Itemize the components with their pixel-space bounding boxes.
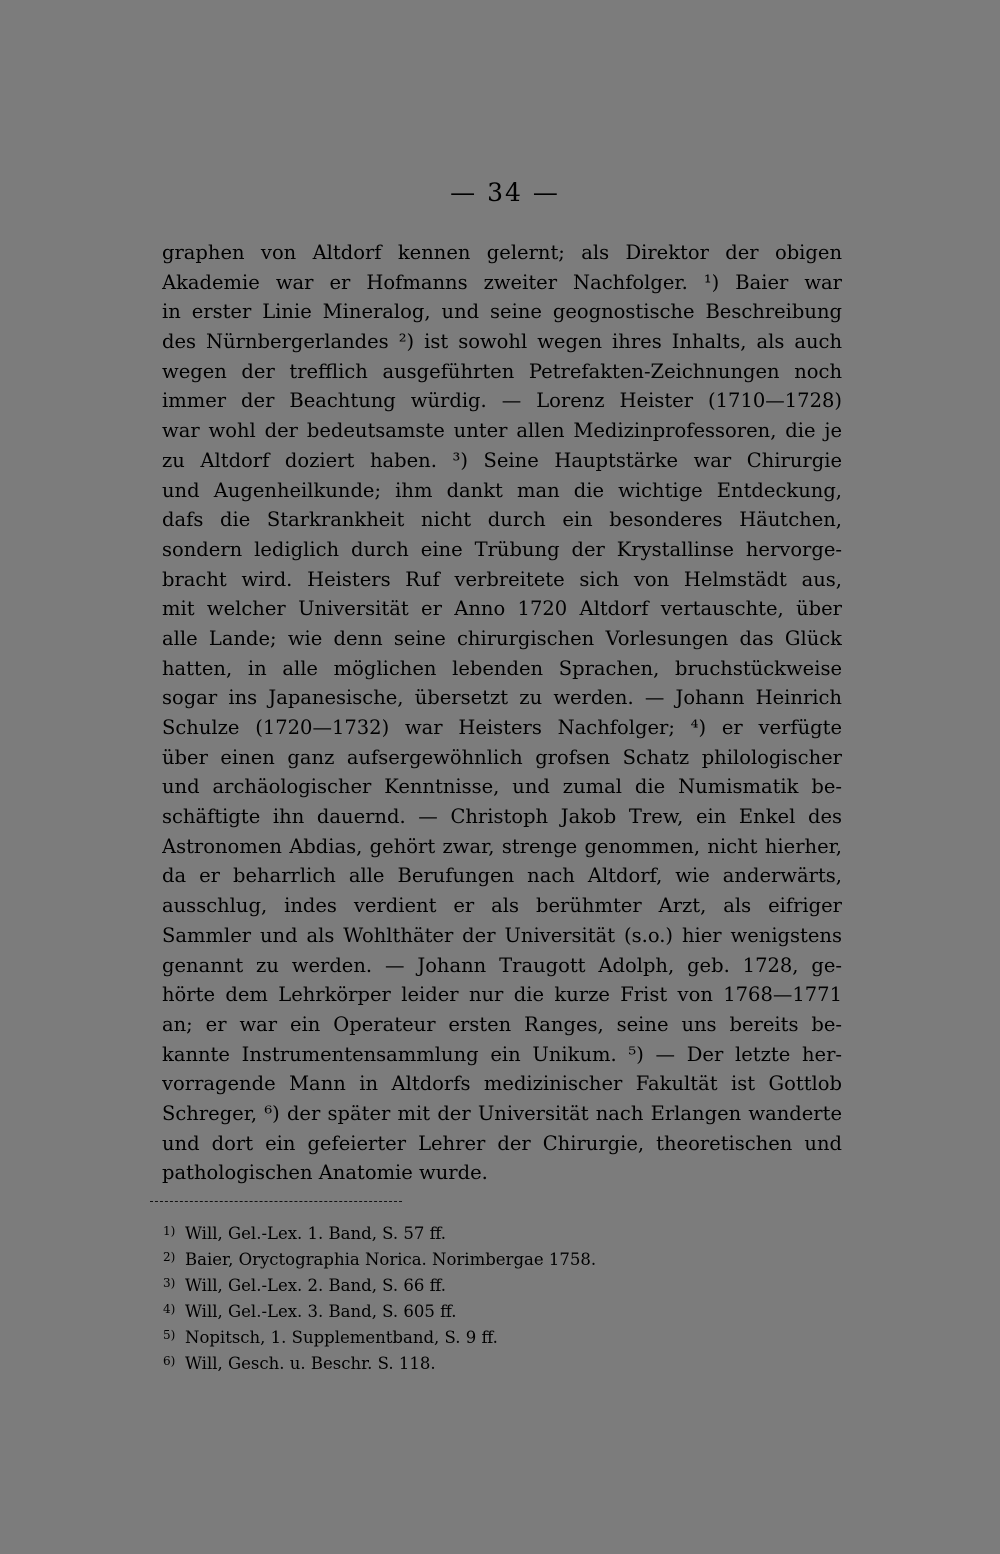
body-line: Schulze (1720—1732) war Heisters Nachfolger; ⁴) er verfügte <box>162 716 842 739</box>
footnote-mark: 3) <box>163 1276 176 1290</box>
body-line: und dort ein gefeierter Lehrer der Chirurgie, theoretischen und <box>162 1131 842 1155</box>
body-line: an; er war ein Operateur ersten Ranges, seine uns bereits be- <box>162 1012 842 1036</box>
footnote-mark: 5) <box>163 1328 176 1342</box>
body-line: sogar ins Japanesische, übersetzt zu werden. — Johann Heinrich <box>162 686 842 710</box>
body-line: hörte dem Lehrkörper leider nur die kurze Frist von 1768—1771 <box>162 983 842 1007</box>
body-line: alle Lande; wie denn seine chirurgischen Vorlesungen das Glück <box>162 626 842 650</box>
footnote-mark: 1) <box>163 1224 176 1238</box>
footnote <box>163 1348 683 1374</box>
body-line: graphen von Altdorf kennen gelernt; als Direktor der obigen <box>162 241 842 264</box>
footnote-mark: 4) <box>163 1302 176 1316</box>
footnote-text: Will, Gel.-Lex. 1. Band, S. 57 ff. <box>185 1224 447 1243</box>
body-line: Astronomen Abdias, gehört zwar, strenge genommen, nicht hierher, <box>162 834 842 858</box>
footnote-text: Will, Gesch. u. Beschr. S. 118. <box>185 1354 436 1373</box>
body-line: und archäologischer Kenntnisse, und zumal die Numismatik be- <box>162 775 842 799</box>
footnote <box>163 1270 683 1296</box>
footnote-mark: 6) <box>163 1354 176 1368</box>
body-text <box>162 238 842 1188</box>
footnote-text: Nopitsch, 1. Supplementband, S. 9 ff. <box>185 1328 498 1347</box>
body-line: des Nürnbergerlandes ²) ist sowohl wegen ihres Inhalts, als auch <box>162 330 842 354</box>
body-line: wegen der trefflich ausgeführten Petrefakten-Zeichnungen noch <box>162 359 842 383</box>
body-line: in erster Linie Mineralog, und seine geognostische Beschreibung <box>162 300 842 324</box>
footnote <box>163 1322 683 1348</box>
footnote <box>163 1296 683 1322</box>
body-line: kannte Instrumentensammlung ein Unikum. ⁵) — Der letzte her- <box>162 1042 842 1066</box>
body-line: und Augenheilkunde; ihm dankt man die wichtige Entdeckung, <box>162 478 842 502</box>
body-line: vorragende Mann in Altdorfs medizinischer Fakultät ist Gottlob <box>162 1072 842 1096</box>
body-line: bracht wird. Heisters Ruf verbreitete sich von Helmstädt aus, <box>162 567 842 591</box>
footnote-divider <box>150 1201 402 1202</box>
body-line: dafs die Starkrankheit nicht durch ein besonderes Häutchen, <box>162 508 842 532</box>
body-line: da er beharrlich alle Berufungen nach Altdorf, wie anderwärts, <box>162 864 842 888</box>
body-line: sondern lediglich durch eine Trübung der Krystallinse hervorge- <box>162 537 842 561</box>
body-line: über einen ganz aufsergewöhnlich grofsen Schatz philologischer <box>162 745 842 769</box>
body-line: war wohl der bedeutsamste unter allen Medizinprofessoren, die je <box>162 419 842 443</box>
body-line: mit welcher Universität er Anno 1720 Altdorf vertauschte, über <box>162 597 842 621</box>
body-line: ausschlug, indes verdient er als berühmter Arzt, als eifriger <box>162 894 842 918</box>
footnote-text: Will, Gel.-Lex. 2. Band, S. 66 ff. <box>185 1276 447 1295</box>
footnote <box>163 1244 683 1270</box>
body-line: zu Altdorf doziert haben. ³) Seine Hauptstärke war Chirurgie <box>162 448 842 472</box>
page-number: — 34 — <box>450 178 560 207</box>
body-line: schäftigte ihn dauernd. — Christoph Jakob Trew, ein Enkel des <box>162 805 842 829</box>
footnote-text: Baier, Oryctographia Norica. Norimbergae 1758. <box>185 1250 597 1269</box>
body-line: genannt zu werden. — Johann Traugott Adolph, geb. 1728, ge- <box>162 953 842 977</box>
body-line: pathologischen Anatomie wurde. <box>162 1161 488 1185</box>
footnotes <box>163 1218 683 1374</box>
footnote <box>163 1218 683 1244</box>
body-line: Sammler und als Wohlthäter der Universität (s.o.) hier wenigstens <box>162 923 842 947</box>
body-line: immer der Beachtung würdig. — Lorenz Heister (1710—1728) <box>162 389 842 413</box>
footnote-mark: 2) <box>163 1250 176 1264</box>
body-line: Akademie war er Hofmanns zweiter Nachfolger. ¹) Baier war <box>162 270 842 294</box>
body-line: hatten, in alle möglichen lebenden Sprachen, bruchstückweise <box>162 656 842 680</box>
footnote-text: Will, Gel.-Lex. 3. Band, S. 605 ff. <box>185 1302 457 1321</box>
body-line: Schreger, ⁶) der später mit der Universität nach Erlangen wanderte <box>162 1101 842 1125</box>
